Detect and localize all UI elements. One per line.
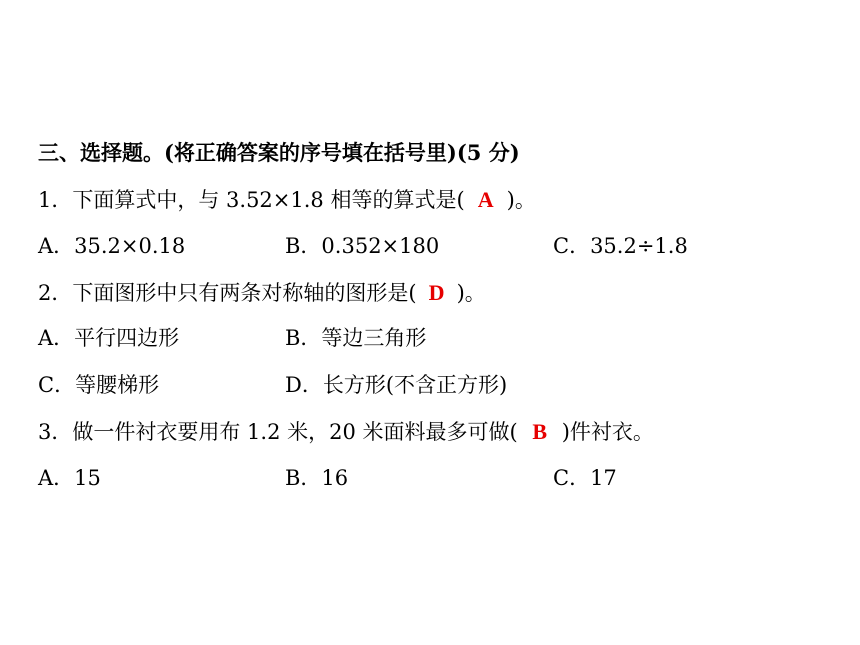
question-2-option-c: C．等腰梯形 [38, 373, 160, 397]
question-3-answer: B [532, 419, 548, 444]
question-1-text: 1．下面算式中，与 3.52×1.8 相等的算式是( [38, 188, 465, 212]
question-1-stem [38, 186, 536, 214]
question-1-option-a: A．35.2×0.18 [38, 234, 186, 258]
question-3-stem [38, 418, 654, 446]
question-3-option-b: B．16 [285, 466, 349, 490]
question-1-answer: A [477, 187, 494, 212]
question-3-option-c: C．17 [553, 466, 617, 490]
question-2-stem [38, 279, 486, 307]
question-1-text-end: )。 [506, 188, 536, 212]
question-2-option-a: A．平行四边形 [38, 326, 180, 350]
question-1-option-c: C．35.2÷1.8 [553, 234, 688, 258]
question-1-option-b: B．0.352×180 [285, 234, 440, 258]
question-2-answer: D [428, 280, 445, 305]
question-2-option-b: B．等边三角形 [285, 326, 427, 350]
question-3-text-end: )件衬衣。 [561, 420, 654, 444]
question-2-text: 2．下面图形中只有两条对称轴的图形是( [38, 281, 417, 305]
question-2-option-d: D．长方形(不含正方形) [285, 373, 508, 397]
section-heading: 三、选择题。(将正确答案的序号填在括号里)(5 分) [38, 140, 520, 165]
question-3-option-a: A．15 [38, 466, 101, 490]
question-2-text-end: )。 [456, 281, 486, 305]
question-3-text: 3．做一件衬衣要用布 1.2 米，20 米面料最多可做( [38, 420, 518, 444]
